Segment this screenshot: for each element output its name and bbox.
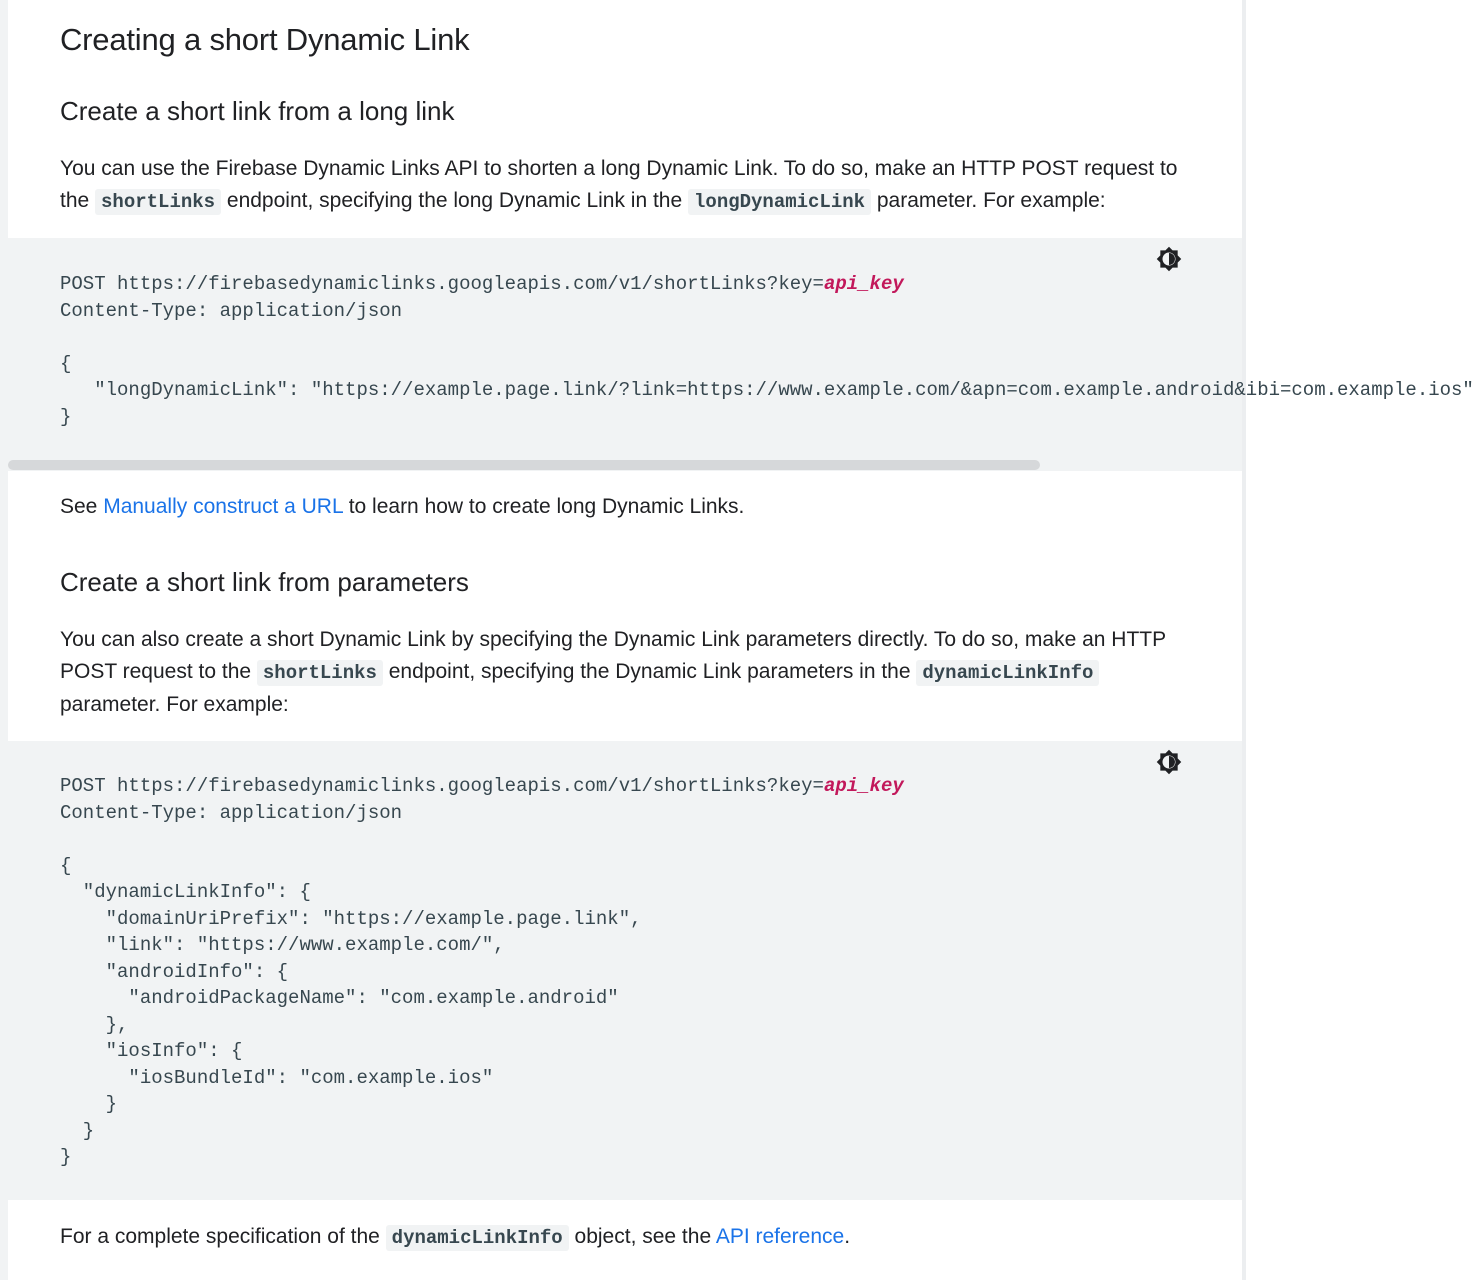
scrollbar-thumb[interactable] [8,460,1040,470]
code-api-key: api_key [823,775,904,797]
section-heading-long-link: Create a short link from a long link [60,96,455,126]
see-also-paragraph [60,491,1180,523]
code-text: Content-Type: application/json { "dynamicLinkInfo": { "domainUriPrefix": "https://example.page.link", "link": "https://www.example.com/", "androidInfo": { "androidPackageName": "com.example.android" }, "iosInfo": { "iosBundleId": "com.example.ios" } } } [60,801,642,1168]
inline-code-longdynamiclink: longDynamicLink [688,189,871,215]
code-text: Content-Type: application/json { "longDynamicLink": "https://example.page.link/?link=https://www.example.com/&apn=com.example.android&ibi=com.example.ios" } [60,299,1474,428]
manually-construct-url-link[interactable]: Manually construct a URL [103,495,343,518]
code-block-parameters [8,741,1242,1200]
paragraph-text: . [844,1225,851,1248]
section1-paragraph [60,153,1180,218]
code-api-key: api_key [823,273,904,295]
page-title: Creating a short Dynamic Link [60,22,470,57]
paragraph-text: parameter. For example: [60,693,289,716]
paragraph-text: See [60,495,104,518]
paragraph-text: object, see the [568,1225,716,1248]
paragraph-text: You can use the Firebase Dynamic Links API to shorten a long Dynamic Link. To do so, make an HTTP POST request to the [60,157,1178,212]
horizontal-scrollbar[interactable] [8,459,1242,471]
paragraph-text: For a complete specification of the [60,1225,386,1248]
inline-code-dynamiclinkinfo: dynamicLinkInfo [916,660,1099,686]
theme-toggle-button[interactable] [1156,749,1182,775]
paragraph-text: You can also create a short Dynamic Link by specifying the Dynamic Link parameters directly. To do so, make an HTTP POST request to the [60,628,1166,683]
code-text: POST https://firebasedynamiclinks.googleapis.com/v1/shortLinks?key= [60,775,824,797]
paragraph-text: endpoint, specifying the long Dynamic Link in the [221,189,689,212]
paragraph-text: endpoint, specifying the Dynamic Link parameters in the [382,660,917,683]
inline-code-shortlinks: shortLinks [257,660,383,686]
code-content [60,271,1474,430]
right-gutter [1242,0,1246,1280]
inline-code-dynamiclinkinfo: dynamicLinkInfo [386,1225,569,1251]
theme-toggle-icon [1156,246,1182,272]
code-block-long-link [8,238,1474,471]
api-reference-link[interactable]: API reference [715,1225,845,1248]
code-content [60,773,904,1171]
code-text: POST https://firebasedynamiclinks.googleapis.com/v1/shortLinks?key= [60,273,824,295]
footer-paragraph [60,1221,1180,1254]
left-gutter [0,0,8,1280]
paragraph-text: to learn how to create long Dynamic Links. [342,495,745,518]
inline-code-shortlinks: shortLinks [95,189,221,215]
section-heading-parameters: Create a short link from parameters [60,567,469,597]
section2-paragraph [60,624,1180,721]
theme-toggle-button[interactable] [1156,246,1182,272]
theme-toggle-icon [1156,749,1182,775]
paragraph-text: parameter. For example: [871,189,1106,212]
